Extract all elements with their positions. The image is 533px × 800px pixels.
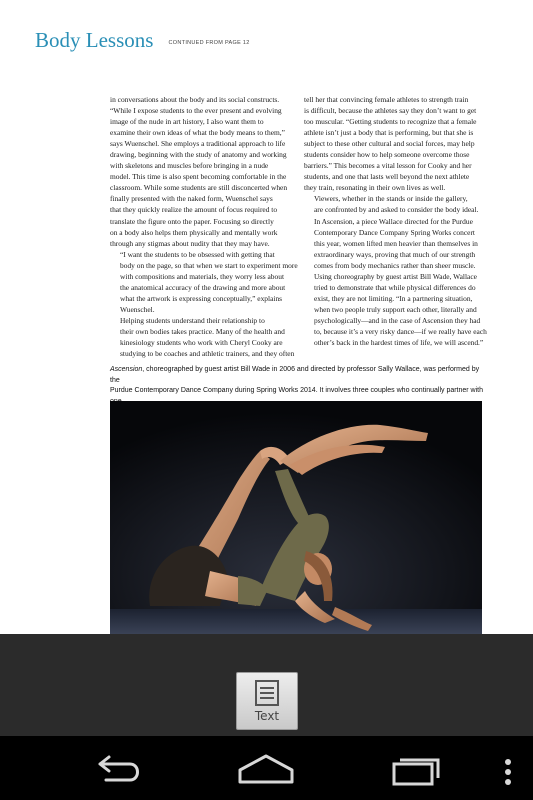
article-line: Using choreography by guest artist Bill Wade, Wallace — [314, 271, 477, 281]
article-line: subject to these other cultural and social forces, may help — [304, 139, 475, 149]
article-line: model. This time is also spent becoming comfortable in the — [110, 172, 287, 182]
article-line: their own bodies takes practice. Many of the health and — [120, 326, 285, 336]
article-line: In Ascension, a piece Wallace directed for the Purdue — [314, 216, 473, 226]
android-nav-bar — [0, 736, 533, 800]
article-line: Helping students understand their relationship to — [120, 315, 265, 325]
article-line: when two people truly support each other, literally and — [314, 304, 477, 314]
article-line: students, and one that lasts well beyond the next athlete — [304, 172, 470, 182]
article-line: “While I expose students to the ever present and evolving — [110, 106, 282, 116]
article-line: translate the figure onto the paper. Focusing so directly — [110, 216, 274, 226]
article-line: are confronted by and asked to consider the body ideal. — [314, 205, 479, 215]
article-paragraph — [304, 193, 489, 348]
text-document-icon — [255, 680, 279, 706]
article-column-right — [304, 94, 489, 348]
recent-apps-icon — [380, 736, 456, 800]
article-line: athlete isn’t just a body that is performing, but that she is — [304, 128, 474, 138]
article-line: image of the nude in art history, I also want them to — [110, 117, 264, 127]
article-line: Contemporary Dance Company Spring Works concert — [314, 227, 475, 237]
article-line: too muscular. “Getting students to recognize that a female — [304, 117, 477, 127]
article-column-left — [110, 94, 298, 359]
text-mode-button[interactable] — [236, 672, 298, 730]
continued-note: CONTINUED FROM PAGE 12 — [168, 40, 250, 46]
article-line: extraordinary ways, proving that much of our strength — [314, 249, 476, 259]
article-line: drawing, beginning with the study of anatomy and working — [110, 150, 287, 160]
back-button[interactable] — [80, 736, 156, 800]
article-line: tried to demonstrate that while physical differences do — [314, 282, 476, 292]
article-line: Viewers, whether in the stands or inside the gallery, — [314, 194, 468, 204]
dance-photo — [110, 401, 482, 634]
article-line: with compositions and materials, they worry less about — [120, 271, 285, 281]
article-line: that they quickly realize the amount of focus required to — [110, 205, 278, 215]
article-line: classroom. While some students are still disconcerted when — [110, 183, 288, 193]
article-line: studying to be coaches and athletic trainers, and they often — [120, 349, 295, 359]
article-line: says Wuenschel. She employs a traditional approach to life — [110, 139, 286, 149]
article-line: psychologically—and in the case of Ascension they had — [314, 315, 481, 325]
article-line: students consider how to help someone overcome those — [304, 150, 470, 160]
overflow-menu-icon — [496, 736, 520, 800]
article-line: other’s back in the hardest times of life, we will ascend.” — [314, 338, 484, 348]
article-line: in conversations about the body and its social constructs. — [110, 95, 280, 104]
article-paragraph — [110, 94, 295, 249]
article-line: is difficult, because the athletes say they don’t want to get — [304, 106, 477, 116]
article-paragraph — [110, 315, 295, 359]
article-line: to, because it’s a very risky dance—if we really have each — [314, 326, 487, 336]
article-line: finally presented with the naked form, Wuenschel says — [110, 194, 273, 204]
article-line: barriers.” This becomes a vital lesson for Cooky and her — [304, 161, 472, 171]
article-line: tell her that convincing female athletes to strength train — [304, 95, 469, 104]
section-title: Body Lessons — [35, 28, 154, 52]
article-line: comes from body mechanics rather than sheer muscle. — [314, 260, 476, 270]
article-line: exist, they are not limiting. “In a partnering situation, — [314, 293, 473, 303]
article-line: this year, women lifted men heavier than themselves in — [314, 238, 478, 248]
caption-title: Ascension — [110, 366, 143, 373]
recent-apps-button[interactable] — [380, 736, 456, 800]
text-mode-label: Text — [254, 709, 280, 723]
article-line: kinesiology students who work with Cheryl Cooky are — [120, 338, 283, 348]
article-paragraph — [304, 94, 489, 193]
article-line: the anatomical accuracy of the drawing and more about — [120, 282, 286, 292]
article-line: on a body also helps them physically and mentally work — [110, 227, 278, 237]
home-icon — [228, 736, 304, 800]
article-line: body on the page, so that when we start to experiment more — [120, 260, 298, 270]
overflow-menu-button[interactable] — [496, 736, 520, 800]
article-line: with skeletons and muscles before bringing in a nude — [110, 161, 269, 171]
article-line: through any stigmas about nudity that they may have. — [110, 238, 270, 248]
article-line: they train, resonating in their own lives as well. — [304, 183, 446, 193]
caption-line: Purdue Contemporary Dance Company during Spring Works 2014. It involves three couples who continually partner with — [110, 387, 484, 395]
caption-line: , choreographed by guest artist Bill Wade in 2006 and directed by professor Sally Wallace, was performed by the — [110, 366, 480, 384]
article-line: what the artwork is expressing conceptually,” explains — [120, 293, 283, 303]
article-line: Wuenschel. — [120, 304, 155, 314]
home-button[interactable] — [228, 736, 304, 800]
page-header — [35, 28, 250, 53]
article-paragraph — [110, 249, 298, 315]
article-line: examine their own ideas of what the body means to them,” — [110, 128, 285, 138]
article-line: “I want the students to be obsessed with getting that — [120, 249, 275, 259]
back-icon — [80, 736, 156, 800]
